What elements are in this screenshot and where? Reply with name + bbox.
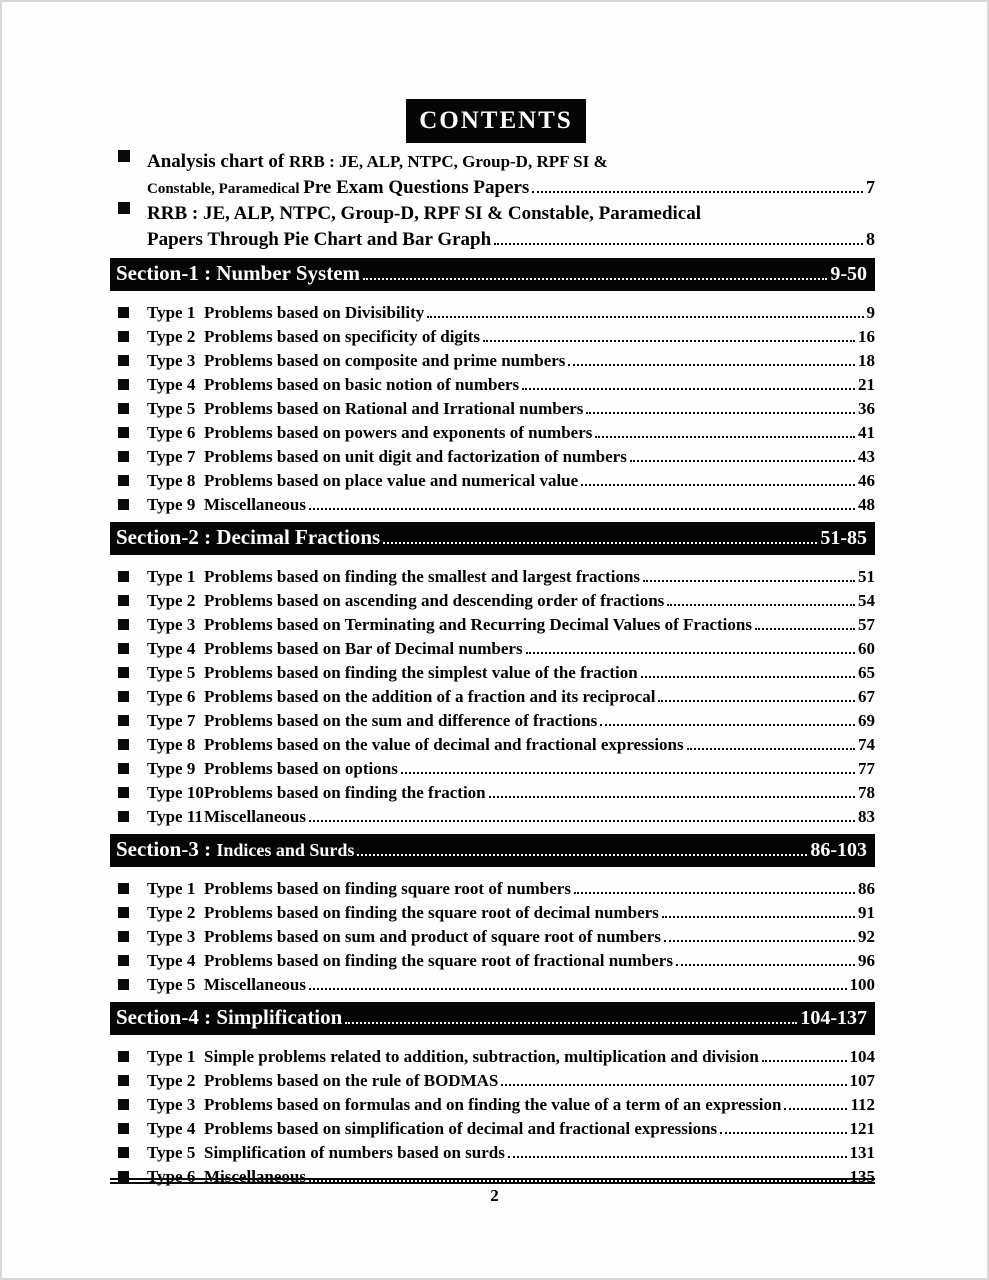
- dot-leader: [641, 675, 855, 678]
- section: [110, 1002, 875, 1189]
- dot-leader: [483, 339, 855, 342]
- dot-leader: [600, 723, 855, 726]
- section-title: [116, 261, 360, 286]
- dot-leader: [720, 1131, 846, 1134]
- text-run: Section-3 :: [116, 837, 217, 861]
- bullet-square-icon: [118, 883, 129, 894]
- toc-row: [110, 589, 875, 613]
- entry-line-2: [147, 175, 875, 201]
- page-number: 69: [858, 711, 875, 730]
- dot-leader: [586, 411, 855, 414]
- section: [110, 834, 875, 997]
- item-label: Problems based on formulas and on finding the value of a term of an expression: [204, 1095, 782, 1114]
- toc-entry: [110, 202, 875, 253]
- dot-leader: [568, 363, 855, 366]
- type-label: Type 5: [147, 663, 196, 682]
- dot-leader: [309, 987, 847, 990]
- section-header: [110, 258, 875, 291]
- item-label: Problems based on powers and exponents of numbers: [204, 423, 593, 442]
- page-number: 9: [866, 303, 875, 322]
- toc-row: [110, 493, 875, 517]
- entry-lines: [147, 202, 875, 253]
- bullet-square-icon: [118, 667, 129, 678]
- bullet-square-icon: [118, 1099, 129, 1110]
- page-number: 43: [858, 447, 875, 466]
- item-label: Problems based on the sum and difference of fractions: [204, 711, 598, 730]
- page-number: 112: [850, 1095, 875, 1114]
- text-run: Section-1 : Number System: [116, 261, 361, 285]
- page-number: 86: [858, 879, 875, 898]
- dot-leader: [363, 277, 827, 280]
- text-run: Pre Exam Questions Papers: [303, 177, 530, 198]
- dot-leader: [581, 483, 855, 486]
- page-number: 16: [858, 327, 875, 346]
- toc-row: [110, 565, 875, 589]
- item-label: Miscellaneous: [204, 807, 306, 826]
- entry-lines: [147, 150, 875, 201]
- toc-row: [110, 1117, 875, 1141]
- type-label: Type 8: [147, 735, 196, 754]
- page-number: 135: [849, 1167, 875, 1186]
- section-header: [110, 522, 875, 555]
- page-number: 67: [858, 687, 875, 706]
- dot-leader: [526, 651, 855, 654]
- item-label: Problems based on finding the fraction: [204, 783, 486, 802]
- toc-row: [110, 445, 875, 469]
- bullet-square-icon: [118, 643, 129, 654]
- page-number: 100: [849, 975, 875, 994]
- dot-leader: [427, 315, 863, 318]
- bullet-square-icon: [118, 499, 129, 510]
- toc-row: [110, 661, 875, 685]
- toc-row: [110, 1141, 875, 1165]
- dot-leader: [357, 853, 807, 856]
- page-number: 107: [849, 1071, 875, 1090]
- bullet-square-icon: [118, 931, 129, 942]
- toc-row: [110, 757, 875, 781]
- type-label: Type 3: [147, 351, 196, 370]
- bullet-square-icon: [118, 427, 129, 438]
- entry-line-2: [147, 227, 875, 253]
- item-label: Problems based on Bar of Decimal numbers: [204, 639, 523, 658]
- item-label: Problems based on unit digit and factorization of numbers: [204, 447, 627, 466]
- item-label: Problems based on finding the square root of decimal numbers: [204, 903, 659, 922]
- toc-row: [110, 613, 875, 637]
- section-items: [110, 877, 875, 997]
- toc-row: [110, 805, 875, 829]
- bullet-square-icon: [118, 1123, 129, 1134]
- type-label: Type 7: [147, 447, 196, 466]
- page-number: 46: [858, 471, 875, 490]
- bullet-square-icon: [118, 379, 129, 390]
- bullet-square-icon: [118, 307, 129, 318]
- bullet-square-icon: [118, 202, 130, 214]
- page-number: 8: [866, 229, 875, 249]
- toc-row: [110, 925, 875, 949]
- page-title-text: CONTENTS: [419, 107, 573, 134]
- page-number: 104: [849, 1047, 875, 1066]
- item-label: Problems based on finding the smallest and largest fractions: [204, 567, 641, 586]
- text-run: RRB : JE, ALP, NTPC, Group-D, RPF SI & Constable, Paramedical: [147, 203, 702, 224]
- footer-page-number: 2: [490, 1186, 499, 1205]
- toc-row: [110, 709, 875, 733]
- dot-leader: [501, 1083, 846, 1086]
- toc-row: [110, 949, 875, 973]
- section-items: [110, 1045, 875, 1189]
- dot-leader: [630, 459, 855, 462]
- page-number: 78: [858, 783, 875, 802]
- bullet-square-icon: [118, 1147, 129, 1158]
- section-items: [110, 301, 875, 517]
- type-label: Type 6: [147, 423, 196, 442]
- intro-list: [110, 150, 875, 253]
- section: [110, 258, 875, 517]
- section-page-range: 104-137: [800, 1007, 867, 1029]
- toc-row: [110, 301, 875, 325]
- type-label: Type 7: [147, 711, 196, 730]
- toc-row: [110, 973, 875, 997]
- dot-leader: [489, 795, 855, 798]
- page-number: 18: [858, 351, 875, 370]
- page-number: 77: [858, 759, 875, 778]
- section-items: [110, 565, 875, 829]
- item-label: Problems based on Divisibility: [204, 303, 425, 322]
- bullet-square-icon: [118, 955, 129, 966]
- text-run: RRB : JE, ALP, NTPC, Group-D, RPF SI &: [288, 152, 608, 171]
- type-label: Type 5: [147, 399, 196, 418]
- toc-row: [110, 1069, 875, 1093]
- toc-row: [110, 733, 875, 757]
- toc-row: [110, 469, 875, 493]
- toc-row: [110, 685, 875, 709]
- text-run: Papers Through Pie Chart and Bar Graph: [147, 229, 492, 250]
- bullet-square-icon: [118, 571, 129, 582]
- page-number: 7: [866, 177, 875, 197]
- item-label: Simplification of numbers based on surds: [204, 1143, 505, 1162]
- toc-row: [110, 373, 875, 397]
- item-label: Problems based on ascending and descending order of fractions: [204, 591, 665, 610]
- dot-leader: [643, 579, 855, 582]
- bullet-square-icon: [118, 355, 129, 366]
- type-label: Type 4: [147, 375, 196, 394]
- toc-row: [110, 901, 875, 925]
- dot-leader: [522, 387, 855, 390]
- bullet-square-icon: [118, 1075, 129, 1086]
- page-number: 96: [858, 951, 875, 970]
- item-label: Problems based on Rational and Irrational numbers: [204, 399, 584, 418]
- item-label: Miscellaneous: [204, 1167, 306, 1186]
- page-number: 51: [858, 567, 875, 586]
- page-number: 92: [858, 927, 875, 946]
- dot-leader: [762, 1059, 847, 1062]
- section-header: [110, 1002, 875, 1035]
- sections-list: [110, 258, 875, 1189]
- page-title: [406, 99, 586, 143]
- dot-leader: [595, 435, 855, 438]
- bullet-square-icon: [118, 763, 129, 774]
- toc-row: [110, 1045, 875, 1069]
- entry-line-2-text: [147, 228, 491, 253]
- text-run: Section-2 : Decimal Fractions: [116, 525, 381, 549]
- type-label: Type 8: [147, 471, 196, 490]
- text-run: Indices and Surds: [216, 840, 355, 860]
- bullet-square-icon: [118, 475, 129, 486]
- section-page-range: 86-103: [810, 839, 867, 861]
- type-label: Type 5: [147, 1143, 196, 1162]
- item-label: Problems based on simplification of decimal and fractional expressions: [204, 1119, 718, 1138]
- section-title: [116, 837, 354, 862]
- dot-leader: [676, 963, 855, 966]
- dot-leader: [687, 747, 855, 750]
- type-label: Type 6: [147, 1167, 196, 1186]
- item-label: Problems based on specificity of digits: [204, 327, 480, 346]
- toc-row: [110, 781, 875, 805]
- page-number: 121: [849, 1119, 875, 1138]
- type-label: Type 6: [147, 687, 196, 706]
- page-number: 21: [858, 375, 875, 394]
- item-label: Problems based on finding square root of numbers: [204, 879, 571, 898]
- type-label: Type 3: [147, 615, 196, 634]
- dot-leader: [345, 1021, 797, 1024]
- item-label: Problems based on finding the square root of fractional numbers: [204, 951, 673, 970]
- dot-leader: [574, 891, 855, 894]
- item-label: Problems based on sum and product of square root of numbers: [204, 927, 661, 946]
- text-run: Analysis chart of: [147, 151, 289, 172]
- bullet-square-icon: [118, 739, 129, 750]
- bullet-square-icon: [118, 595, 129, 606]
- footer-divider: [110, 1178, 875, 1184]
- bullet-square-icon: [118, 619, 129, 630]
- type-label: Type 4: [147, 1119, 196, 1138]
- page-number: 91: [858, 903, 875, 922]
- type-label: Type 2: [147, 591, 196, 610]
- dot-leader: [667, 603, 855, 606]
- page-number: 74: [858, 735, 875, 754]
- toc-row: [110, 421, 875, 445]
- item-label: Problems based on composite and prime numbers: [204, 351, 566, 370]
- section: [110, 522, 875, 829]
- type-label: Type 3: [147, 927, 196, 946]
- dot-leader: [309, 819, 855, 822]
- type-label: Type 10: [147, 783, 204, 802]
- dot-leader: [401, 771, 855, 774]
- item-label: Problems based on the value of decimal and fractional expressions: [204, 735, 684, 754]
- bullet-square-icon: [118, 691, 129, 702]
- type-label: Type 1: [147, 1047, 196, 1066]
- item-label: Problems based on finding the simplest value of the fraction: [204, 663, 638, 682]
- type-label: Type 9: [147, 495, 196, 514]
- toc-row: [110, 325, 875, 349]
- item-label: Problems based on the rule of BODMAS: [204, 1071, 499, 1090]
- bullet-square-icon: [118, 979, 129, 990]
- dot-leader: [383, 541, 817, 544]
- entry-line-1: [147, 150, 875, 175]
- type-label: Type 2: [147, 1071, 196, 1090]
- page-number: 131: [849, 1143, 875, 1162]
- type-label: Type 11: [147, 807, 203, 826]
- dot-leader: [508, 1155, 847, 1158]
- type-label: Type 9: [147, 759, 196, 778]
- entry-line-1: [147, 202, 875, 227]
- toc-row: [110, 349, 875, 373]
- bullet-square-icon: [118, 150, 130, 162]
- bullet-square-icon: [118, 331, 129, 342]
- dot-leader: [664, 939, 855, 942]
- page-number: 36: [858, 399, 875, 418]
- toc-row: [110, 877, 875, 901]
- bullet-square-icon: [118, 811, 129, 822]
- dot-leader: [755, 627, 855, 630]
- dot-leader: [309, 507, 855, 510]
- bullet-square-icon: [118, 403, 129, 414]
- page-number: 57: [858, 615, 875, 634]
- type-label: Type 1: [147, 879, 196, 898]
- section-title: [116, 525, 380, 550]
- dot-leader: [662, 915, 855, 918]
- item-label: Problems based on options: [204, 759, 398, 778]
- item-label: Simple problems related to addition, subtraction, multiplication and division: [204, 1047, 759, 1066]
- toc-entry: [110, 150, 875, 201]
- page-number: 83: [858, 807, 875, 826]
- toc-row: [110, 637, 875, 661]
- section-page-range: 9-50: [830, 263, 867, 285]
- dot-leader: [532, 190, 863, 193]
- section-title: [116, 1005, 342, 1030]
- type-label: Type 4: [147, 639, 196, 658]
- item-label: Problems based on Terminating and Recurring Decimal Values of Fractions: [204, 615, 752, 634]
- text-run: Section-4 : Simplification: [116, 1005, 343, 1029]
- bullet-square-icon: [118, 1051, 129, 1062]
- type-label: Type 1: [147, 303, 196, 322]
- type-label: Type 1: [147, 567, 196, 586]
- type-label: Type 4: [147, 951, 196, 970]
- section-page-range: 51-85: [820, 527, 867, 549]
- page-number: 48: [858, 495, 875, 514]
- type-label: Type 2: [147, 903, 196, 922]
- dot-leader: [784, 1107, 847, 1110]
- dot-leader: [658, 699, 855, 702]
- text-run: Constable, Paramedical: [147, 181, 304, 197]
- bullet-square-icon: [118, 715, 129, 726]
- toc-content: [110, 150, 875, 1189]
- page-number: 54: [858, 591, 875, 610]
- bullet-square-icon: [118, 907, 129, 918]
- toc-row: [110, 1093, 875, 1117]
- dot-leader: [494, 242, 863, 245]
- type-label: Type 2: [147, 327, 196, 346]
- item-label: Problems based on basic notion of numbers: [204, 375, 520, 394]
- bullet-square-icon: [118, 787, 129, 798]
- type-label: Type 3: [147, 1095, 196, 1114]
- page-number: 60: [858, 639, 875, 658]
- item-label: Miscellaneous: [204, 975, 306, 994]
- item-label: Problems based on place value and numerical value: [204, 471, 579, 490]
- page-number: 41: [858, 423, 875, 442]
- entry-line-2-text: [147, 176, 529, 201]
- page-number: 65: [858, 663, 875, 682]
- toc-row: [110, 397, 875, 421]
- section-header: [110, 834, 875, 867]
- bullet-square-icon: [118, 451, 129, 462]
- item-label: Miscellaneous: [204, 495, 306, 514]
- item-label: Problems based on the addition of a fraction and its reciprocal: [204, 687, 656, 706]
- type-label: Type 5: [147, 975, 196, 994]
